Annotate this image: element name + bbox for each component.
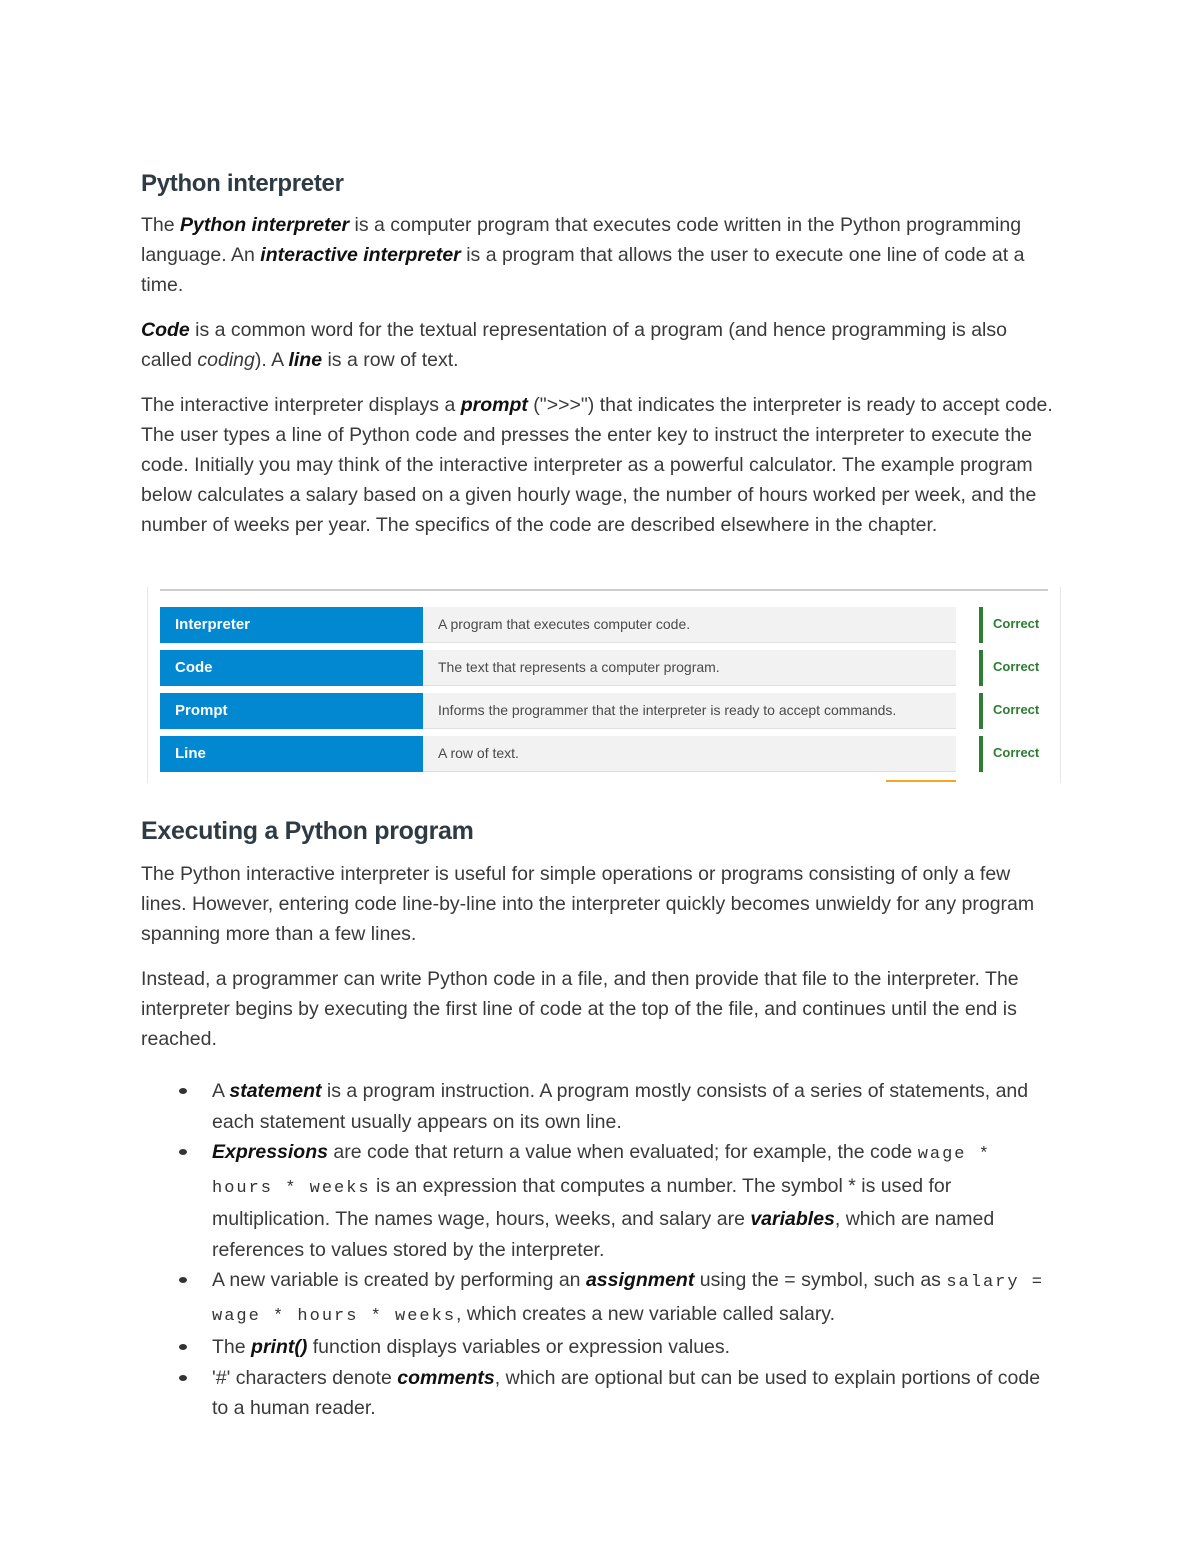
inline-code: salary = wage * hours * weeks (212, 1273, 1044, 1326)
term-tile[interactable]: Prompt (160, 693, 423, 729)
text-span: is a program instruction. A program mostly consists of a series of statements, and each statement usually appears on its own line. (212, 1080, 1029, 1133)
correct-indicator-bar (979, 736, 983, 772)
match-row (160, 607, 1048, 643)
text-span: , which are optional but can be used to explain portions of code to a human reader. (212, 1366, 1041, 1419)
correct-indicator-bar (979, 607, 983, 643)
definition-cell: A row of text. (423, 736, 956, 772)
text-span: , which are named references to values stored by the interpreter. (212, 1208, 995, 1261)
term-coding: coding (197, 349, 255, 371)
list-item (141, 1332, 1059, 1363)
inline-code: wage * hours * weeks (212, 1145, 991, 1198)
concept-bullet-list (141, 1076, 1059, 1424)
bullet-icon (179, 1088, 187, 1094)
status-correct-label: Correct (993, 659, 1040, 674)
text-span: '#' characters denote (212, 1366, 398, 1389)
list-item (141, 1137, 1059, 1265)
text-span: ). A (254, 349, 289, 371)
status-correct-label: Correct (993, 616, 1040, 631)
definition-cell: A program that executes computer code. (423, 607, 956, 643)
term-line: line (288, 349, 323, 371)
term-tile[interactable]: Line (160, 736, 423, 772)
term-code: Code (141, 319, 190, 341)
text-span: using the = symbol, such as (694, 1269, 947, 1291)
text-span: (">>>") that indicates the interpreter is ready to accept code. The user types a line of Python code and presses the enter key to instruct the interpreter to execute the code. Initially you may think of the interactive interpreter as a powerful calculator. The example program below calculates a salary based on a given hourly wage, the number of hours worked per week, and the number of weeks per year. The specifics of the code are described elsewhere in the chapter. (141, 394, 1053, 536)
term-statement: statement (229, 1080, 322, 1102)
text-span: The interactive interpreter displays a (141, 394, 461, 416)
status-correct-label: Correct (993, 702, 1040, 717)
list-item (141, 1363, 1059, 1424)
list-item (141, 1265, 1059, 1332)
text-span: is a common word for the textual representation of a program (and hence programming is also called (141, 319, 1007, 371)
term-variables: variables (750, 1208, 835, 1230)
bullet-icon (179, 1375, 187, 1381)
text-span: The (141, 214, 181, 236)
activity-progress-accent (886, 780, 956, 782)
term-expressions: Expressions (212, 1141, 328, 1163)
definition-cell: Informs the programmer that the interpreter is ready to accept commands. (423, 693, 956, 729)
bullet-icon (179, 1149, 187, 1155)
definition-cell: The text that represents a computer program. (423, 650, 956, 686)
paragraph-prompt-description (141, 390, 1059, 540)
text-span: are code that return a value when evaluated; for example, the code (327, 1141, 918, 1163)
status-correct-label: Correct (993, 745, 1040, 760)
term-assignment: assignment (585, 1269, 695, 1291)
term-tile[interactable]: Code (160, 650, 423, 686)
list-item (141, 1076, 1059, 1137)
text-span: is an expression that computes a number. The symbol (370, 1174, 849, 1197)
paragraph-code-definition (141, 315, 1059, 375)
bullet-icon (179, 1277, 187, 1283)
text-span: is a row of text. (322, 349, 459, 371)
text-span: function displays variables or expression values. (307, 1336, 731, 1358)
term-prompt: prompt (460, 394, 528, 416)
text-span: is a program that allows the user to execute one line of code at a time. (141, 244, 1025, 296)
text-span: A (212, 1080, 230, 1102)
match-row (160, 736, 1048, 772)
correct-indicator-bar (979, 693, 983, 729)
match-row (160, 650, 1048, 686)
term-tile[interactable]: Interpreter (160, 607, 423, 643)
text-span: is a computer program that executes code written in the Python programming language. An (141, 214, 1022, 266)
text-span: , which creates a new variable called salary. (456, 1302, 836, 1325)
inline-symbol: * (848, 1174, 856, 1197)
paragraph-interactive-limits: The Python interactive interpreter is useful for simple operations or programs consisting of only a few lines. However, entering code line-by-line into the interpreter quickly becomes unwieldy for any program spanning more than a few lines. (141, 863, 1035, 945)
correct-indicator-bar (979, 650, 983, 686)
paragraph-file-execution: Instead, a programmer can write Python code in a file, and then provide that file to the interpreter. The interpreter begins by executing the first line of code at the top of the file, and continues until the end is reached. (141, 968, 1019, 1050)
text-span: A new variable is created by performing an (212, 1269, 586, 1291)
section-heading-executing-program: Executing a Python program (141, 817, 474, 845)
paragraph-interpreter-definition (141, 210, 1059, 300)
activity-top-divider (160, 589, 1048, 591)
text-span: is used for multiplication. The names wage, hours, weeks, and salary are (212, 1174, 952, 1230)
text-span: The (212, 1336, 252, 1358)
term-python-interpreter: Python interpreter (180, 214, 350, 236)
section-heading-python-interpreter: Python interpreter (141, 170, 344, 197)
match-row (160, 693, 1048, 729)
term-comments: comments (397, 1366, 495, 1389)
term-interactive-interpreter: interactive interpreter (260, 244, 461, 266)
term-print-function: print() (251, 1336, 308, 1358)
matching-activity (147, 587, 1061, 783)
bullet-icon (179, 1344, 187, 1350)
